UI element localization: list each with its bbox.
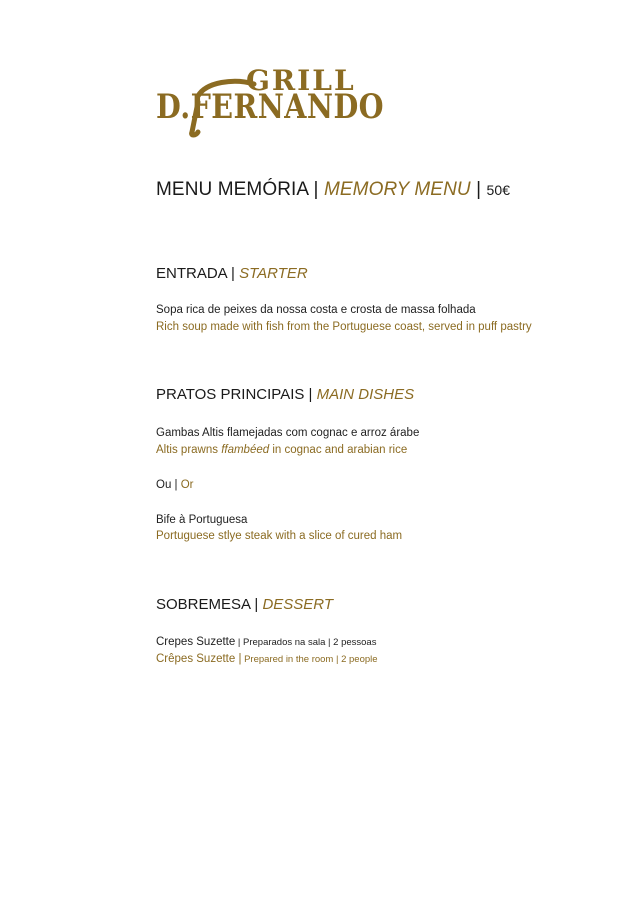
dessert-heading-pt: SOBREMESA [156, 596, 251, 613]
starter-heading-pt: ENTRADA [156, 265, 227, 282]
menu-title-pt: MENU MEMÓRIA [156, 179, 309, 200]
or-pt: Ou [156, 479, 172, 491]
menu-title [156, 179, 510, 201]
dish1-en [156, 444, 407, 456]
dish2-en: Portuguese stlye steak with a slice of cured ham [156, 530, 403, 542]
dessert-pt-name: Crepes Suzette [156, 636, 236, 648]
or-en: Or [180, 479, 194, 491]
grill-d-fernando-logo [154, 62, 389, 138]
or-separator: Ou | Or [156, 479, 194, 491]
title-separator: | [308, 179, 324, 200]
menu-title-en: MEMORY MENU [323, 179, 471, 200]
title-separator-2: | [470, 179, 487, 200]
dish1-en-part1: Altis prawns [156, 444, 222, 456]
dessert-pt-note: | Preparados na sala | 2 pessoas [235, 637, 377, 648]
dish1-en-italic: ffambéed [221, 444, 270, 456]
mains-heading-pt: PRATOS PRINCIPAIS [156, 386, 305, 403]
dessert-heading: SOBREMESA | DESSERT [156, 596, 334, 613]
restaurant-logo [154, 62, 389, 138]
dessert-heading-en: DESSERT [262, 596, 334, 613]
dessert-pt [156, 636, 376, 648]
starter-description-pt: Sopa rica de peixes da nossa costa e crosta de massa folhada [156, 304, 476, 316]
starter-heading-en: STARTER [239, 265, 308, 282]
dessert-en-name: Crêpes Suzette [156, 653, 236, 665]
logo-line2: D.FERNANDO [156, 87, 384, 127]
dessert-en-note: Prepared in the room | 2 people [241, 654, 378, 665]
mains-heading-en: MAIN DISHES [316, 386, 415, 403]
mains-heading: PRATOS PRINCIPAIS | MAIN DISHES [156, 386, 415, 403]
starter-heading: ENTRADA | STARTER [156, 265, 308, 282]
dessert-en: Crêpes Suzette | Prepared in the room | 2 people [156, 653, 378, 665]
dish1-en-part2: in cognac and arabian rice [269, 444, 408, 456]
menu-price: 50€ [486, 182, 511, 198]
logo-line1: GRILL [246, 64, 356, 97]
dish2-pt: Bife à Portuguesa [156, 514, 248, 526]
starter-description-en: Rich soup made with fish from the Portuguese coast, served in puff pastry [156, 321, 532, 333]
dish1-pt: Gambas Altis flamejadas com cognac e arroz árabe [156, 427, 420, 439]
